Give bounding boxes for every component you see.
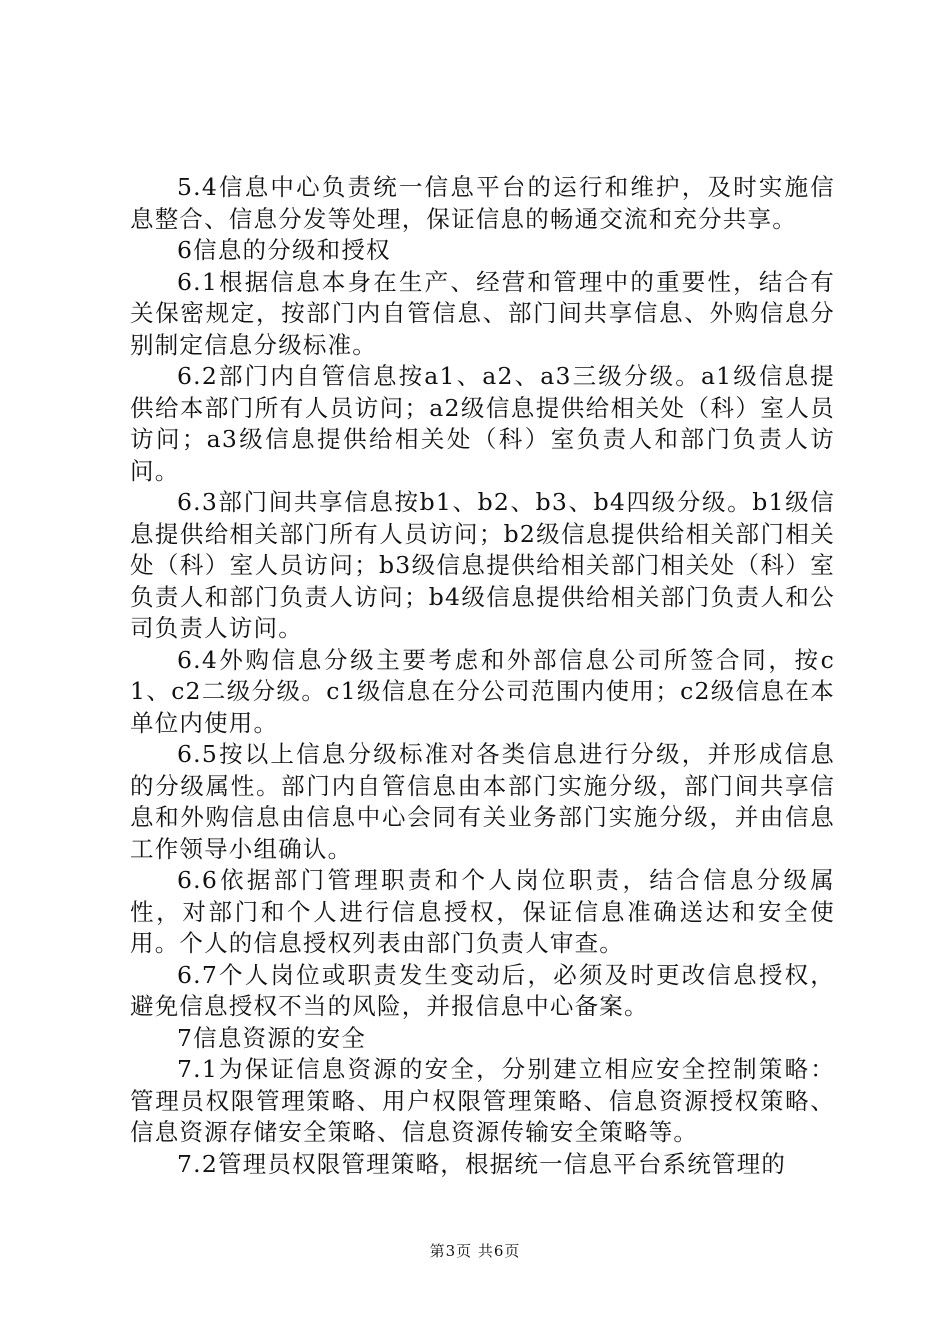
- paragraph-6-6: 6.6依据部门管理职责和个人岗位职责，结合信息分级属性，对部门和个人进行信息授权，保证信息准确送达和安全使用。个人的信息授权列表由部门负责人审查。: [130, 866, 835, 957]
- paragraph-7-2: 7.2管理员权限管理策略，根据统一信息平台系统管理的: [177, 1149, 787, 1178]
- paragraph-6-5: 6.5按以上信息分级标准对各类信息进行分级，并形成信息的分级属性。部门内自管信息由本部门实施分级，部门间共享信息和外购信息由信息中心会同有关业务部门实施分级，并由信息工作领导小组确认。: [130, 740, 835, 863]
- section-heading-6: 6信息的分级和授权: [177, 236, 391, 264]
- paragraph-6-4: 6.4外购信息分级主要考虑和外部信息公司所签合同，按c1、c2二级分级。c1级信息在分公司范围内使用；c2级信息在本单位内使用。: [130, 645, 835, 737]
- paragraph-5-4: 5.4信息中心负责统一信息平台的运行和维护，及时实施信息整合、信息分发等处理，保证信息的畅通交流和充分共享。: [130, 173, 835, 233]
- paragraph-6-2: 6.2部门内自管信息按a1、a2、a3三级分级。a1级信息提供给本部门所有人员访问；a2级信息提供给相关处（科）室人员访问；a3级信息提供给相关处（科）室负责人和部门负责人访问。: [130, 362, 835, 485]
- paragraph-6-7: 6.7个人岗位或职责发生变动后，必须及时更改信息授权，避免信息授权不当的风险，并报信息中心备案。: [130, 960, 835, 1020]
- paragraph-6-3: 6.3部门间共享信息按b1、b2、b3、b4四级分级。b1级信息提供给相关部门所有人员访问；b2级信息提供给相关部门相关处（科）室人员访问；b3级信息提供给相关部门相关处（科）室负责人和部门负责人访问；b4级信息提供给相关部门负责人和公司负责人访问。: [130, 488, 835, 642]
- paragraph-7-1: 7.1为保证信息资源的安全，分别建立相应安全控制策略：管理员权限管理策略、用户权限管理策略、信息资源授权策略、信息资源存储安全策略、信息资源传输安全策略等。: [130, 1055, 835, 1146]
- page-number-footer: 第3页 共6页: [429, 1242, 521, 1260]
- section-heading-7: 7信息资源的安全: [177, 1023, 367, 1052]
- document-body: [130, 172, 835, 1180]
- paragraph-6-1: 6.1根据信息本身在生产、经营和管理中的重要性，结合有关保密规定，按部门内自管信息、部门间共享信息、外购信息分别制定信息分级标准。: [130, 267, 835, 359]
